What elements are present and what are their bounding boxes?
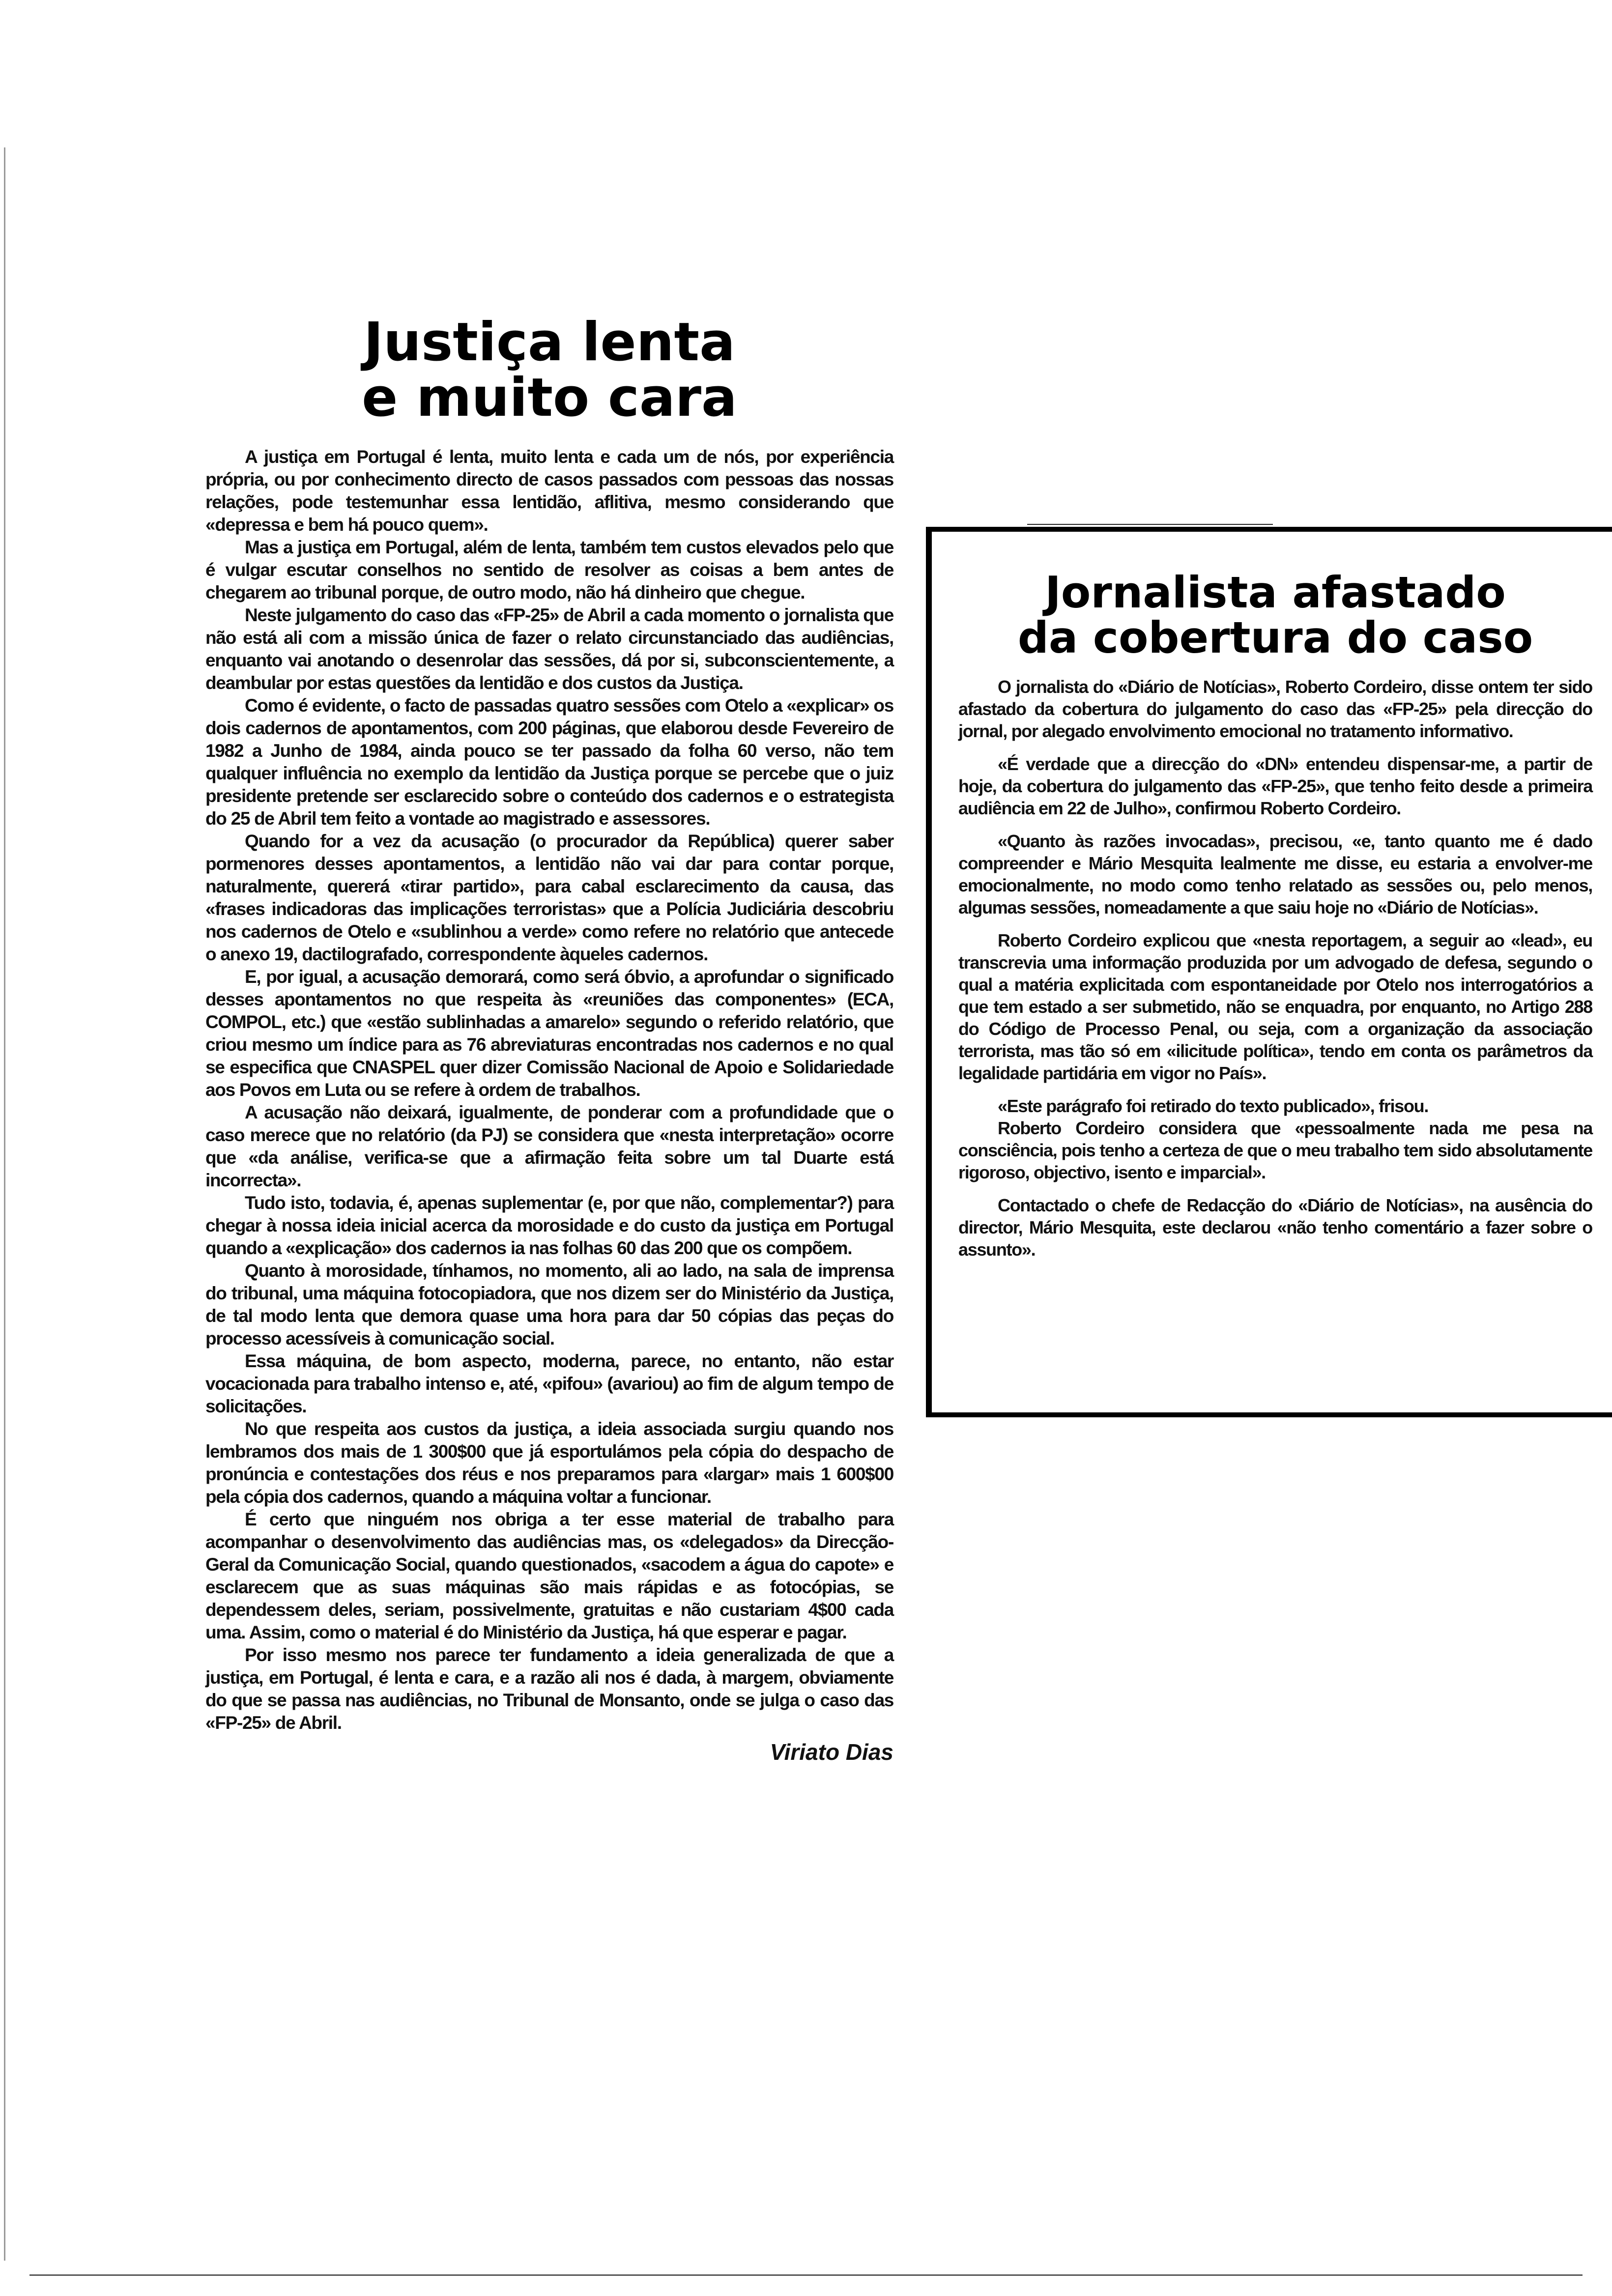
main-article-body — [205, 446, 893, 1734]
paragraph: «É verdade que a direcção do «DN» entendeu dispensar-me, a partir de hoje, da cobertura do julgamento das «FP-25», que tenho feito desde a primeira audiência em 22 de Julho», confirmou Roberto Cordeiro. — [958, 753, 1592, 818]
paragraph: E, por igual, a acusação demorará, como será óbvio, a aprofundar o significado desses apontamentos no que respeita às «reuniões das componentes» (ECA, COMPOL, etc.) que «estão sublinhadas a amarelo» segundo o referido relatório, que criou mesmo um índice para as 76 abreviaturas encontradas nos cadernos e no qual se especifica que CNASPEL quer dizer Comissão Nacional de Apoio e Solidariedade aos Povos em Luta ou se refere à ordem de trabalhos. — [205, 966, 893, 1100]
main-headline-line1: Justiça lenta — [363, 312, 736, 373]
sidebar-headline-line2: da cobertura do caso — [1017, 612, 1533, 663]
scan-left-edge — [4, 147, 5, 2261]
paragraph: É certo que ninguém nos obriga a ter esse material de trabalho para acompanhar o desenvolvimento das audiências mas, os «delegados» da Direcção-Geral da Comunicação Social, quando questionados, «sacodem a água do capote» e esclarecem que as suas máquinas são mais rápidas e as fotocópias, se dependessem deles, seriam, possivelmente, gratuitas e não custariam 4$00 cada uma. Assim, como o material é do Ministério da Justiça, há que esperar e pagar. — [205, 1509, 893, 1642]
paragraph: Quanto à morosidade, tínhamos, no momento, ali ao lado, na sala de imprensa do tribunal, uma máquina fotocopiadora, que nos dizem ser do Ministério da Justiça, de tal modo lenta que demora quase uma hora para dar 50 cópias das peças do processo acessíveis à comunicação social. — [205, 1260, 893, 1349]
paragraph: Quando for a vez da acusação (o procurador da República) querer saber pormenores desses apontamentos, a lentidão não vai dar para contar porque, naturalmente, quererá «tirar partido», para cabal esclarecimento da causa, das «frases indicadoras das implicações terroristas» que a Polícia Judiciária descobriu nos cadernos de Otelo e «sublinhou a verde» como refere no relatório que antecede o anexo 19, dactilografado, correspondente àqueles cadernos. — [205, 831, 893, 964]
paragraph: Contactado o chefe de Redacção do «Diário de Notícias», na ausência do director, Mário Mesquita, este declarou «não tenho comentário a fazer sobre o assunto». — [958, 1195, 1592, 1260]
paragraph: Roberto Cordeiro considera que «pessoalmente nada me pesa na consciência, pois tenho a certeza de que o meu trabalho tem sido absolutamente rigoroso, objectivo, isento e imparcial». — [958, 1118, 1592, 1182]
paragraph: Tudo isto, todavia, é, apenas suplementar (e, por que não, complementar?) para chegar à nossa ideia inicial acerca da morosidade e do custo da justiça em Portugal quando a «explicação» dos cadernos ia nas folhas 60 das 200 que os compõem. — [205, 1192, 893, 1258]
paragraph: Neste julgamento do caso das «FP-25» de Abril a cada momento o jornalista que não está ali com a missão única de fazer o relato circunstanciado das audiências, enquanto vai anotando o desenrolar das sessões, dá por si, subconscientemente, a deambular por estas questões da lentidão e dos custos da Justiça. — [205, 604, 893, 693]
main-article — [205, 312, 893, 1766]
paragraph: A justiça em Portugal é lenta, muito lenta e cada um de nós, por experiência própria, ou por conhecimento directo de casos passados com pessoas das nossas relações, pode testemunhar essa lentidão, aflitiva, mesmo considerando que «depressa e bem há pouco quem». — [205, 446, 893, 535]
paragraph: Essa máquina, de bom aspecto, moderna, parece, no entanto, não estar vocacionada para trabalho intenso e, até, «pifou» (avariou) ao fim de algum tempo de solicitações. — [205, 1350, 893, 1416]
sidebar-headline-line1: Jornalista afastado — [1045, 567, 1506, 618]
scan-edge-line — [29, 2274, 1583, 2276]
main-headline — [289, 312, 810, 429]
paragraph: «Quanto às razões invocadas», precisou, «e, tanto quanto me é dado compreender e Mário Mesquita lealmente me disse, eu estaria a envolver-me emocionalmente, no modo como tenho relatado as sessões ou, pelo menos, algumas sessões, nomeadamente a que saiu hoje no «Diário de Notícias». — [958, 831, 1592, 918]
paragraph: «Este parágrafo foi retirado do texto publicado», frisou. — [998, 1095, 1429, 1116]
paragraph: No que respeita aos custos da justiça, a ideia associada surgiu quando nos lembramos dos mais de 1 300$00 que já esportulámos pela cópia do despacho de pronúncia e contestações dos réus e nos preparamos para «largar» mais 1 600$00 pela cópia dos cadernos, quando a máquina voltar a funcionar. — [205, 1418, 893, 1507]
paragraph: Roberto Cordeiro explicou que «nesta reportagem, a seguir ao «lead», eu transcrevia uma informação produzida por um advogado de defesa, segundo o qual a matéria explicitada com espontaneidade por Otelo nos interrogatórios a que tem estado a ser submetido, não se enquadra, por enquanto, no Artigo 288 do Código de Processo Penal, ou seja, com a organização da associação terrorista, mas tão só em «ilicitude política», tendo em conta os parâmetros da legalidade partidária em vigor no País». — [958, 930, 1592, 1083]
sidebar-box — [926, 527, 1612, 1417]
byline: Viriato Dias — [770, 1739, 893, 1765]
paragraph: O jornalista do «Diário de Notícias», Roberto Cordeiro, disse ontem ter sido afastado da cobertura do julgamento do caso das «FP-25» pela direcção do jornal, por alegado envolvimento emocional no tratamento informativo. — [958, 676, 1592, 741]
divider — [1027, 524, 1273, 525]
paragraph: Mas a justiça em Portugal, além de lenta, também tem custos elevados pelo que é vulgar escutar conselhos no sentido de resolver as coisas a bem antes de chegarem ao tribunal porque, de outro modo, não há dinheiro que chegue. — [205, 537, 893, 603]
paragraph: Como é evidente, o facto de passadas quatro sessões com Otelo a «explicar» os dois cadernos de apontamentos, com 200 páginas, que elaborou desde Fevereiro de 1982 a Junho de 1984, ainda pouco se ter passado da folha 60 verso, não tem qualquer influência no exemplo da lentidão da Justiça porque se percebe que o juiz presidente pretende ser esclarecido sobre o conteúdo dos cadernos e o estrategista do 25 de Abril tem feito a vontade ao magistrado e assessores. — [205, 695, 893, 829]
paragraph: Por isso mesmo nos parece ter fundamento a ideia generalizada de que a justiça, em Portugal, é lenta e cara, e a razão ali nos é dada, à margem, obviamente do que se passa nas audiências, no Tribunal de Monsanto, onde se julga o caso das «FP-25» de Abril. — [205, 1644, 893, 1733]
main-headline-line2: e muito cara — [362, 367, 737, 429]
sidebar-article-body — [958, 676, 1592, 1271]
sidebar-headline — [958, 567, 1592, 663]
paragraph: A acusação não deixará, igualmente, de ponderar com a profundidade que o caso merece que no relatório (da PJ) se considera que «nesta interpretação» ocorre que «da análise, verifica-se que a afirmação feita sobre um tal Duarte está incorrecta». — [205, 1102, 893, 1190]
